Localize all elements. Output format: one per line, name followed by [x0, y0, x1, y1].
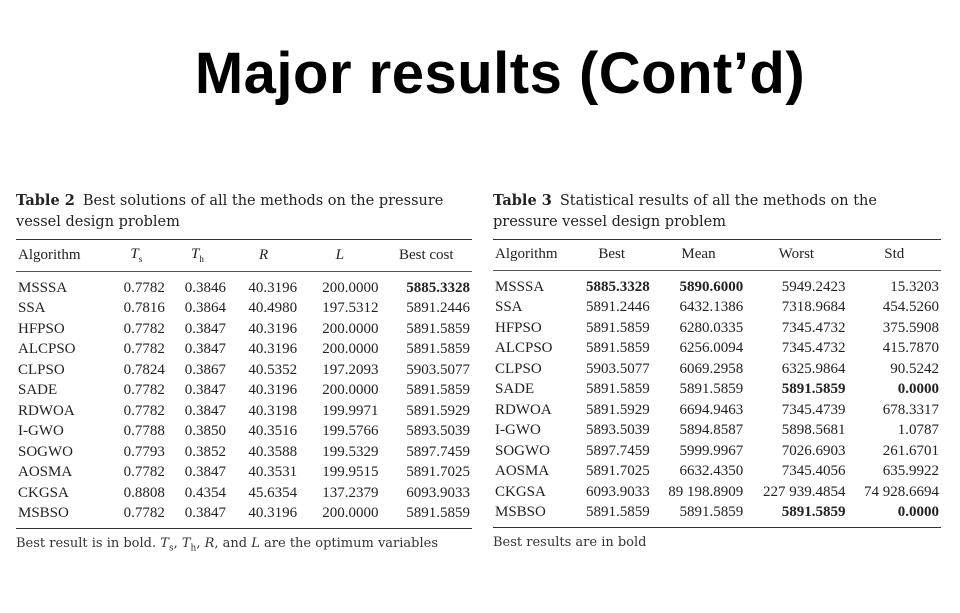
- best-cost-cell: 5891.5859: [406, 341, 470, 358]
- l-cell: 197.2093: [322, 361, 379, 378]
- algorithm-cell: SOGWO: [18, 443, 73, 460]
- table-row: [16, 319, 472, 340]
- th-cell: 0.3867: [184, 361, 226, 378]
- table3-header-std: Std: [884, 246, 905, 262]
- r-cell: 40.3196: [248, 505, 298, 522]
- table3-caption-label: Table 3: [493, 192, 552, 209]
- table-row: [493, 298, 941, 319]
- l-cell: 200.0000: [322, 382, 379, 399]
- table-row: [493, 462, 941, 483]
- best-cell: 5891.5859: [586, 504, 650, 521]
- table2-caption: [16, 190, 472, 233]
- best-cost-cell: 5893.5039: [406, 423, 470, 440]
- best-cost-cell: 5897.7459: [406, 443, 470, 460]
- ts-cell: 0.7788: [123, 423, 165, 440]
- r-cell: 40.3198: [248, 402, 298, 419]
- best-cost-cell: 5891.5859: [406, 505, 470, 522]
- table2-header-th: $T_h$: [190, 246, 204, 264]
- table-row: [493, 339, 941, 360]
- mean-cell: 5891.5859: [679, 381, 744, 398]
- ts-cell: 0.7782: [123, 505, 165, 522]
- mean-cell: 89 198.8909: [668, 483, 744, 500]
- std-cell: 15.3203: [890, 278, 939, 295]
- table2-header-best-cost: Best cost: [398, 246, 454, 263]
- th-cell: 0.3847: [184, 402, 226, 419]
- table2-note-text: Best result is in bold.: [16, 536, 157, 551]
- best-cost-cell: 6093.9033: [406, 484, 470, 501]
- table2-note-var-t: T: [160, 536, 169, 551]
- table-row: [493, 482, 941, 503]
- ts-cell: 0.7782: [123, 341, 165, 358]
- algorithm-cell: MSBSO: [18, 505, 69, 522]
- best-cell: 5885.3328: [586, 278, 650, 295]
- table-row: [16, 381, 472, 402]
- r-cell: 40.3196: [248, 320, 298, 337]
- std-cell: 415.7870: [882, 340, 939, 357]
- algorithm-cell: I-GWO: [495, 422, 541, 439]
- algorithm-cell: AOSMA: [18, 464, 73, 481]
- std-cell: 0.0000: [897, 381, 939, 398]
- ts-cell: 0.7782: [123, 402, 165, 419]
- algorithm-cell: ALCPSO: [495, 340, 553, 357]
- mean-cell: 6256.0094: [679, 340, 744, 357]
- std-cell: 0.0000: [897, 504, 939, 521]
- table2-body: [16, 272, 472, 529]
- r-cell: 40.3516: [248, 423, 298, 440]
- best-cell: 5891.2446: [586, 299, 650, 316]
- best-cost-cell: 5891.5859: [406, 382, 470, 399]
- worst-cell: 5949.2423: [781, 278, 846, 295]
- table-row: [16, 272, 472, 299]
- worst-cell: 7345.4739: [781, 401, 846, 418]
- algorithm-cell: AOSMA: [495, 463, 550, 480]
- mean-cell: 5894.8587: [679, 422, 744, 439]
- table2-note-tail: are the optimum variables: [264, 536, 439, 551]
- algorithm-cell: MSBSO: [495, 504, 546, 521]
- algorithm-cell: HFPSO: [18, 320, 65, 337]
- l-cell: 199.5766: [322, 423, 379, 440]
- table-row: [493, 318, 941, 339]
- best-cost-cell: 5891.2446: [406, 300, 470, 317]
- mean-cell: 6694.9463: [679, 401, 744, 418]
- table-row: [493, 359, 941, 380]
- worst-cell: 6325.9864: [781, 360, 846, 377]
- table-row: [16, 299, 472, 320]
- r-cell: 40.3531: [248, 464, 298, 481]
- table2-block: [16, 190, 472, 559]
- table-row: [16, 463, 472, 484]
- ts-cell: 0.8808: [123, 484, 165, 501]
- table3-header-mean: Mean: [681, 246, 716, 262]
- mean-cell: 5999.9967: [679, 442, 744, 459]
- best-cell: 5903.5077: [586, 360, 650, 377]
- table-row: [493, 271, 941, 298]
- algorithm-cell: SSA: [495, 299, 523, 316]
- table2-header-l: L: [335, 246, 344, 263]
- table2-caption-label: Table 2: [16, 192, 75, 209]
- th-cell: 0.3847: [184, 505, 226, 522]
- best-cell: 5891.5929: [586, 401, 650, 418]
- table-row: [493, 503, 941, 528]
- algorithm-cell: MSSSA: [495, 278, 545, 295]
- std-cell: 454.5260: [882, 299, 939, 316]
- mean-cell: 5890.6000: [679, 278, 744, 295]
- algorithm-cell: ALCPSO: [18, 341, 76, 358]
- table2-header-algorithm: Algorithm: [18, 246, 81, 263]
- best-cell: 5897.7459: [586, 442, 650, 459]
- ts-cell: 0.7824: [123, 361, 165, 378]
- ts-cell: 0.7782: [123, 320, 165, 337]
- r-cell: 40.3588: [248, 443, 298, 460]
- l-cell: 199.9971: [322, 402, 379, 419]
- table-row: [16, 422, 472, 443]
- mean-cell: 5891.5859: [679, 504, 744, 521]
- th-cell: 0.3846: [184, 279, 226, 296]
- worst-cell: 7345.4732: [781, 319, 846, 336]
- best-cost-cell: 5891.5929: [406, 402, 470, 419]
- ts-cell: 0.7793: [123, 443, 165, 460]
- th-cell: 0.3864: [184, 300, 226, 317]
- std-cell: 635.9922: [882, 463, 939, 480]
- algorithm-cell: HFPSO: [495, 319, 542, 336]
- mean-cell: 6280.0335: [679, 319, 744, 336]
- table3-header-algorithm: Algorithm: [495, 246, 558, 262]
- table3: [493, 239, 941, 528]
- r-cell: 45.6354: [248, 484, 298, 501]
- mean-cell: 6069.2958: [679, 360, 744, 377]
- l-cell: 200.0000: [322, 341, 379, 358]
- slide-title: Major results (Cont’d): [194, 41, 806, 106]
- std-cell: 375.5908: [882, 319, 939, 336]
- table-row: [493, 441, 941, 462]
- algorithm-cell: SSA: [18, 300, 46, 317]
- algorithm-cell: MSSSA: [18, 279, 68, 296]
- best-cell: 5891.5859: [586, 340, 650, 357]
- r-cell: 40.4980: [248, 300, 298, 317]
- table-row: [16, 401, 472, 422]
- l-cell: 200.0000: [322, 279, 379, 296]
- ts-cell: 0.7782: [123, 464, 165, 481]
- best-cell: 5891.5859: [586, 319, 650, 336]
- l-cell: 137.2379: [322, 484, 379, 501]
- best-cost-cell: 5891.5859: [406, 320, 470, 337]
- r-cell: 40.3196: [248, 279, 298, 296]
- table2-note-sub-h: h: [190, 543, 197, 554]
- std-cell: 261.6701: [882, 442, 939, 459]
- worst-cell: 7345.4732: [781, 340, 846, 357]
- th-cell: 0.3847: [184, 320, 226, 337]
- table3-header-worst: Worst: [778, 246, 815, 262]
- std-cell: 678.3317: [882, 401, 939, 418]
- worst-cell: 5891.5859: [781, 381, 846, 398]
- best-cost-cell: 5885.3328: [406, 279, 470, 296]
- worst-cell: 7318.9684: [781, 299, 846, 316]
- ts-cell: 0.7782: [123, 279, 165, 296]
- best-cell: 6093.9033: [586, 483, 650, 500]
- worst-cell: 7026.6903: [781, 442, 846, 459]
- algorithm-cell: RDWOA: [18, 402, 75, 419]
- best-cell: 5891.5859: [586, 381, 650, 398]
- std-cell: 90.5242: [890, 360, 939, 377]
- best-cell: 5891.7025: [586, 463, 650, 480]
- table2: [16, 239, 472, 529]
- table3-header-best: Best: [598, 246, 626, 262]
- th-cell: 0.3850: [184, 423, 226, 440]
- l-cell: 200.0000: [322, 320, 379, 337]
- table-row: [16, 360, 472, 381]
- table2-note-var-l: L: [251, 536, 260, 551]
- algorithm-cell: SOGWO: [495, 442, 550, 459]
- algorithm-cell: I-GWO: [18, 423, 64, 440]
- r-cell: 40.5352: [248, 361, 298, 378]
- table-row: [16, 442, 472, 463]
- table-row: [493, 400, 941, 421]
- th-cell: 0.3852: [184, 443, 226, 460]
- table3-note: Best results are in bold: [493, 535, 647, 550]
- mean-cell: 6432.1386: [679, 299, 744, 316]
- table2-note-sep-3: ,: [214, 536, 219, 551]
- table2-note: [16, 534, 472, 559]
- table-row: [493, 380, 941, 401]
- table-row: [493, 421, 941, 442]
- mean-cell: 6632.4350: [679, 463, 744, 480]
- table2-header-r: R: [258, 246, 269, 263]
- table3-block: [493, 190, 941, 552]
- r-cell: 40.3196: [248, 382, 298, 399]
- algorithm-cell: CLPSO: [18, 361, 65, 378]
- l-cell: 199.9515: [322, 464, 379, 481]
- table2-note-sep-1: ,: [173, 536, 178, 551]
- table3-caption: [493, 190, 941, 233]
- table-row: [16, 483, 472, 504]
- table3-header-row: [493, 240, 941, 271]
- algorithm-cell: CKGSA: [18, 484, 69, 501]
- worst-cell: 5898.5681: [781, 422, 846, 439]
- algorithm-cell: CKGSA: [495, 483, 546, 500]
- ts-cell: 0.7782: [123, 382, 165, 399]
- table2-note-sub-s: s: [168, 543, 174, 554]
- th-cell: 0.3847: [184, 382, 226, 399]
- std-cell: 1.0787: [897, 422, 939, 439]
- table3-caption-text: Statistical results of all the methods on the pressure vessel design problem: [493, 193, 877, 230]
- l-cell: 200.0000: [322, 505, 379, 522]
- best-cost-cell: 5903.5077: [406, 361, 470, 378]
- table2-note-var-t-2: T: [181, 536, 191, 551]
- table-row: [16, 504, 472, 529]
- l-cell: 199.5329: [322, 443, 379, 460]
- table-row: [16, 340, 472, 361]
- th-cell: 0.3847: [184, 341, 226, 358]
- table2-header-row: [16, 240, 472, 272]
- best-cell: 5893.5039: [586, 422, 650, 439]
- table2-caption-text: Best solutions of all the methods on the pressure vessel design problem: [16, 193, 444, 230]
- std-cell: 74 928.6694: [864, 483, 939, 500]
- table2-note-sep-2: ,: [196, 536, 201, 551]
- l-cell: 197.5312: [322, 300, 379, 317]
- th-cell: 0.4354: [184, 484, 226, 501]
- table3-body: [493, 271, 941, 528]
- algorithm-cell: CLPSO: [495, 360, 542, 377]
- ts-cell: 0.7816: [123, 300, 165, 317]
- worst-cell: 7345.4056: [781, 463, 846, 480]
- table2-note-and: and: [222, 536, 248, 551]
- table2-header-ts: $T_s$: [130, 246, 143, 264]
- algorithm-cell: SADE: [18, 382, 58, 399]
- table2-note-var-r: R: [204, 536, 215, 551]
- best-cost-cell: 5891.7025: [406, 464, 470, 481]
- worst-cell: 5891.5859: [781, 504, 846, 521]
- worst-cell: 227 939.4854: [763, 483, 846, 500]
- th-cell: 0.3847: [184, 464, 226, 481]
- algorithm-cell: RDWOA: [495, 401, 552, 418]
- r-cell: 40.3196: [248, 341, 298, 358]
- algorithm-cell: SADE: [495, 381, 535, 398]
